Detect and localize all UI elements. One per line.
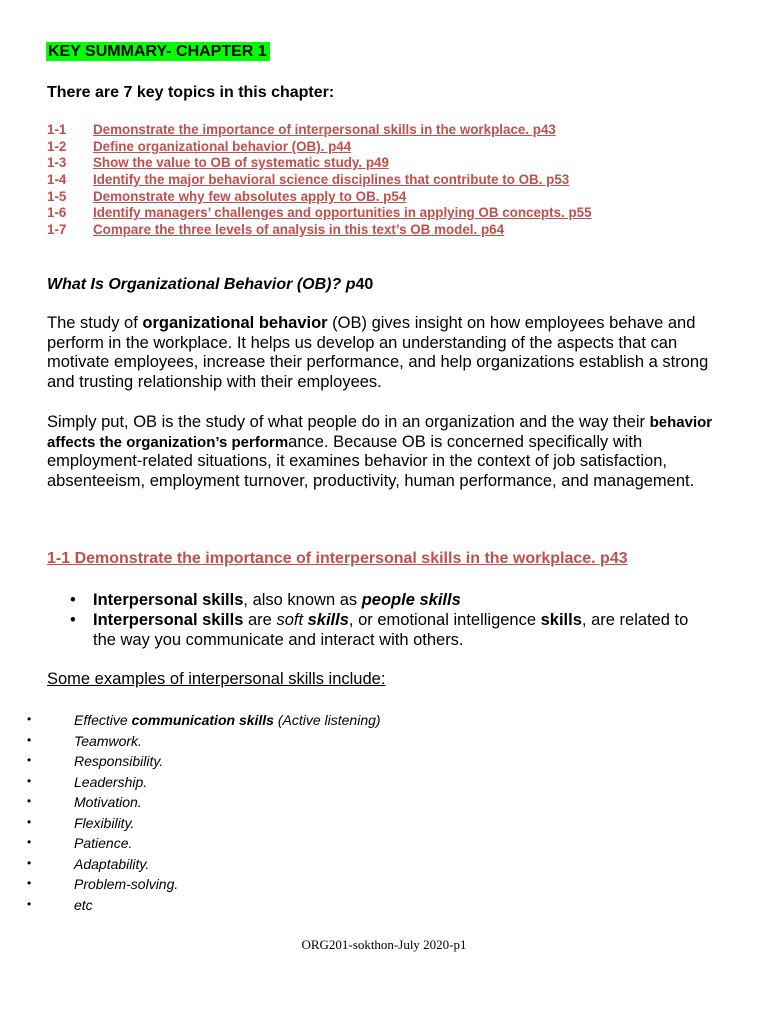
example-item [27, 774, 727, 794]
topic-number: 1-6 [47, 205, 67, 220]
example-text: Problem-solving. [74, 876, 179, 892]
topic-link[interactable]: Compare the three levels of analysis in this text’s OB model. p64 [93, 222, 505, 237]
key-summary-title: KEY SUMMARY- CHAPTER 1 [46, 42, 270, 61]
example-text: Motivation. [74, 794, 142, 810]
bullet-item [0, 590, 768, 610]
example-item [27, 897, 727, 917]
topic-number: 1-5 [47, 189, 67, 204]
example-item [27, 753, 727, 773]
example-text: Teamwork. [74, 733, 142, 749]
example-text: Responsibility. [74, 753, 164, 769]
topics-intro: There are 7 key topics in this chapter: [47, 84, 335, 101]
summary-title-block [46, 43, 270, 61]
topic-item[interactable] [47, 172, 569, 187]
page-footer: ORG201-sokthon-July 2020-p1 [301, 937, 467, 952]
bullet-icon: • [27, 835, 32, 849]
ob-paragraph-1 [47, 314, 737, 392]
example-item [27, 733, 727, 753]
bullet-icon: • [27, 774, 32, 788]
example-text: Flexibility. [74, 815, 135, 831]
what-is-ob-page: 40 [355, 276, 374, 293]
ob-term: organizational behavior [142, 314, 328, 332]
example-text: etc [74, 897, 93, 913]
topic-link[interactable]: Demonstrate the importance of interpersonal skills in the workplace. p43 [93, 122, 556, 137]
topic-item[interactable] [47, 155, 389, 170]
bullet-icon: • [27, 712, 32, 726]
topic-number: 1-4 [47, 172, 67, 187]
bullet-icon: • [27, 815, 32, 829]
example-item [27, 856, 727, 876]
example-text: Adaptability. [74, 856, 150, 872]
example-item [27, 794, 727, 814]
bullet-icon: • [27, 856, 32, 870]
bullet-icon: • [70, 591, 76, 609]
topic-item[interactable] [47, 139, 351, 154]
ob-p2-bold: behavior affects the organization’s perform [47, 414, 713, 451]
topic-item[interactable] [47, 222, 504, 237]
topic-item[interactable] [47, 189, 406, 204]
bullet-icon: • [27, 753, 32, 767]
topic-number: 1-3 [47, 155, 67, 170]
topic-item[interactable] [47, 122, 556, 137]
topic-number: 1-7 [47, 222, 67, 237]
topic-link[interactable]: Show the value to OB of systematic study. p49 [93, 155, 389, 170]
section-1-1-heading[interactable]: 1-1 Demonstrate the importance of interpersonal skills in the workplace. p43 [47, 550, 628, 567]
topic-link[interactable]: Define organizational behavior (OB). p44 [93, 139, 352, 154]
ob-p2-text-rest: ance. Because OB is concerned specifically with employment-related situations, it examines behavior in the context of job satisfaction, absenteeism, employment turnover, productivity, human performance, and management. [47, 432, 695, 490]
ob-p1-text: The study of [47, 314, 143, 332]
bullet-item [0, 610, 768, 650]
example-text: Leadership. [74, 774, 148, 790]
topic-link[interactable]: Identify the major behavioral science disciplines that contribute to OB. p53 [93, 172, 570, 187]
bullet-icon: • [27, 876, 32, 890]
topic-number: 1-1 [47, 122, 67, 137]
examples-heading: Some examples of interpersonal skills include: [47, 670, 386, 688]
ob-p2-text: Simply put, OB is the study of what people do in an organization and the way their [47, 413, 650, 431]
ob-paragraph-2 [47, 413, 737, 491]
what-is-ob-heading-text: What Is Organizational Behavior (OB)? p [47, 276, 356, 293]
example-text: Patience. [74, 835, 133, 851]
example-text: Effective communication skills (Active listening) [74, 712, 381, 728]
example-item [27, 712, 727, 732]
ob-p1-text-rest: (OB) gives insight on how employees behave and perform in the workplace. It helps us develop an understanding of the aspects that can motivate employees, increase their performance, and help organizations establish a strong and trusting relationship with their employees. [47, 314, 709, 391]
example-item [27, 835, 727, 855]
topic-number: 1-2 [47, 139, 67, 154]
example-item [27, 876, 727, 896]
bullet-icon: • [27, 794, 32, 808]
bullet-text: Interpersonal skills are soft skills, or emotional intelligence skills, are related to the way you communicate and interact with others. [93, 611, 689, 649]
what-is-ob-heading [47, 276, 373, 294]
bullet-icon: • [27, 733, 32, 747]
bullet-icon: • [70, 611, 76, 629]
topic-link[interactable]: Identify managers’ challenges and opportunities in applying OB concepts. p55 [93, 205, 592, 220]
topic-item[interactable] [47, 205, 592, 220]
topic-link[interactable]: Demonstrate why few absolutes apply to OB. p54 [93, 189, 407, 204]
bullet-icon: • [27, 897, 32, 911]
bullet-text: Interpersonal skills, also known as people skills [93, 591, 461, 609]
example-item [27, 815, 727, 835]
